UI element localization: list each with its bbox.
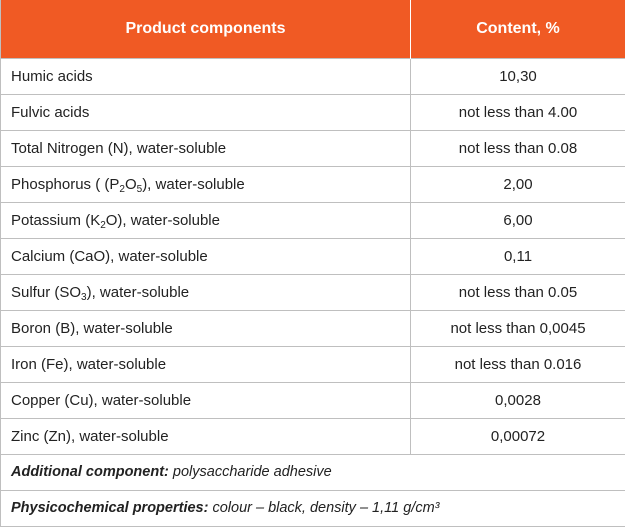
component-name: Iron (Fe), water-soluble [1,347,411,383]
physicochemical-properties-note [1,491,625,527]
table-note-row [1,455,625,491]
component-name: Humic acids [1,59,411,95]
table-header-row [1,0,625,59]
component-name-part: Sulfur (SO [11,284,82,301]
component-name-part: Potassium (K [11,212,101,229]
component-name-part: O), water-soluble [105,212,220,229]
component-name: Copper (Cu), water-soluble [1,383,411,419]
component-name: Fulvic acids [1,95,411,131]
subscript: 3 [81,292,87,303]
component-content: not less than 0,0045 [411,311,625,347]
header-product-components: Product components [1,0,411,59]
table-row [1,131,625,167]
component-name: Calcium (CaO), water-soluble [1,239,411,275]
table-row [1,59,625,95]
component-name: Boron (B), water-soluble [1,311,411,347]
component-content: 0,0028 [411,383,625,419]
note-label: Additional component: [11,464,169,480]
table-row [1,203,625,239]
subscript: 5 [136,184,143,195]
component-content: 0,00072 [411,419,625,455]
component-content: not less than 0.05 [411,275,625,311]
table-row [1,311,625,347]
table-row [1,167,625,203]
header-content-percent: Content, % [411,0,625,59]
component-content: not less than 0.08 [411,131,625,167]
table-note-row [1,491,625,527]
component-name: Total Nitrogen (N), water-soluble [1,131,411,167]
subscript: 2 [119,184,125,195]
component-name-part: O [124,176,137,193]
component-content: not less than 4.00 [411,95,625,131]
component-content: 10,30 [411,59,625,95]
component-name-part: Phosphorus ( (P [11,176,120,193]
component-name [1,203,411,239]
component-name-part: ), water-soluble [86,284,190,301]
table-row [1,239,625,275]
component-name [1,167,411,203]
component-name [1,275,411,311]
table-row [1,275,625,311]
note-text: polysaccharide adhesive [168,464,332,480]
table-row [1,419,625,455]
additional-component-note [1,455,625,491]
table-row [1,383,625,419]
component-content: not less than 0.016 [411,347,625,383]
component-name: Zinc (Zn), water-soluble [1,419,411,455]
table-row [1,347,625,383]
note-text: colour – black, density – 1,11 g/cm³ [208,500,440,516]
component-name-part: ), water-soluble [142,176,245,193]
subscript: 2 [100,220,106,231]
table-row [1,95,625,131]
component-content: 6,00 [411,203,625,239]
component-content: 0,11 [411,239,625,275]
note-label: Physicochemical properties: [11,500,209,516]
component-content: 2,00 [411,167,625,203]
